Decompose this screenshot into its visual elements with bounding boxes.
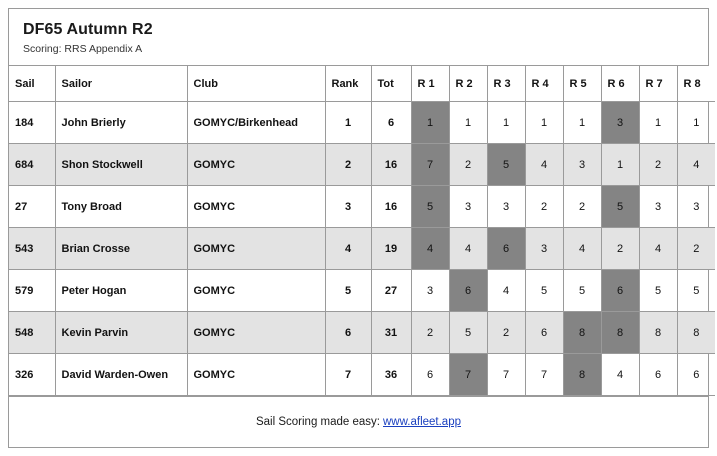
cell-race-5: 8 [563,354,601,396]
cell-race-2: 6 [449,270,487,312]
cell-club: GOMYC [187,312,325,354]
cell-rank: 7 [325,354,371,396]
cell-race-8: 8 [677,312,715,354]
cell-sailor: John Brierly [55,102,187,144]
cell-race-7: 1 [639,102,677,144]
column-header-r4: R 4 [525,66,563,102]
cell-race-2: 2 [449,144,487,186]
cell-club: GOMYC [187,144,325,186]
cell-race-6: 6 [601,270,639,312]
cell-race-5: 3 [563,144,601,186]
column-header-tot: Tot [371,66,411,102]
cell-race-4: 5 [525,270,563,312]
table-row [9,186,715,228]
table-header-row-group [9,66,715,102]
cell-race-7: 6 [639,354,677,396]
cell-sailor: Shon Stockwell [55,144,187,186]
sheet-header [9,9,708,66]
cell-race-7: 8 [639,312,677,354]
cell-rank: 6 [325,312,371,354]
cell-race-6: 8 [601,312,639,354]
cell-race-5: 2 [563,186,601,228]
column-header-r7: R 7 [639,66,677,102]
cell-race-7: 3 [639,186,677,228]
cell-race-3: 4 [487,270,525,312]
cell-race-3: 3 [487,186,525,228]
column-header-r6: R 6 [601,66,639,102]
table-body [9,102,715,396]
cell-race-8: 1 [677,102,715,144]
cell-rank: 1 [325,102,371,144]
cell-race-8: 4 [677,144,715,186]
cell-race-8: 2 [677,228,715,270]
cell-race-3: 6 [487,228,525,270]
column-header-r3: R 3 [487,66,525,102]
footer-text: Sail Scoring made easy: [255,416,380,429]
cell-total: 19 [371,228,411,270]
cell-race-6: 3 [601,102,639,144]
cell-total: 31 [371,312,411,354]
cell-total: 36 [371,354,411,396]
sheet-footer [9,396,708,447]
cell-race-5: 1 [563,102,601,144]
cell-sailor: David Warden-Owen [55,354,187,396]
cell-race-4: 2 [525,186,563,228]
cell-race-7: 5 [639,270,677,312]
scoring-subtitle: Scoring: RRS Appendix A [23,43,143,56]
table-row [9,354,715,396]
column-header-club: Club [187,66,325,102]
cell-race-4: 6 [525,312,563,354]
cell-race-8: 5 [677,270,715,312]
results-table [9,66,715,397]
column-header-r1: R 1 [411,66,449,102]
cell-club: GOMYC [187,228,325,270]
column-header-sailor: Sailor [55,66,187,102]
cell-race-6: 2 [601,228,639,270]
table-row [9,102,715,144]
cell-race-3: 7 [487,354,525,396]
table-row [9,228,715,270]
cell-race-2: 1 [449,102,487,144]
table-header-row [9,66,715,102]
cell-race-2: 5 [449,312,487,354]
cell-club: GOMYC [187,186,325,228]
results-sheet [8,8,709,448]
cell-race-7: 2 [639,144,677,186]
cell-total: 16 [371,186,411,228]
table-row [9,270,715,312]
cell-race-4: 1 [525,102,563,144]
cell-race-2: 4 [449,228,487,270]
cell-race-1: 3 [411,270,449,312]
cell-race-1: 4 [411,228,449,270]
column-header-r8: R 8 [677,66,715,102]
cell-race-3: 1 [487,102,525,144]
cell-race-1: 7 [411,144,449,186]
cell-race-1: 2 [411,312,449,354]
cell-race-4: 4 [525,144,563,186]
table-row [9,144,715,186]
cell-rank: 5 [325,270,371,312]
cell-race-2: 7 [449,354,487,396]
cell-race-4: 3 [525,228,563,270]
cell-race-5: 4 [563,228,601,270]
cell-race-4: 7 [525,354,563,396]
cell-sail: 27 [9,186,55,228]
cell-race-6: 4 [601,354,639,396]
cell-sailor: Peter Hogan [55,270,187,312]
cell-race-6: 1 [601,144,639,186]
cell-club: GOMYC [187,354,325,396]
cell-rank: 2 [325,144,371,186]
cell-sail: 326 [9,354,55,396]
cell-race-7: 4 [639,228,677,270]
cell-race-3: 2 [487,312,525,354]
cell-total: 27 [371,270,411,312]
cell-race-5: 8 [563,312,601,354]
page-title: DF65 Autumn R2 [23,21,153,38]
cell-sail: 579 [9,270,55,312]
cell-total: 6 [371,102,411,144]
cell-sail: 543 [9,228,55,270]
cell-race-3: 5 [487,144,525,186]
afleet-link[interactable]: www.afleet.app [383,416,461,429]
cell-rank: 4 [325,228,371,270]
cell-sail: 184 [9,102,55,144]
cell-race-6: 5 [601,186,639,228]
cell-sail: 548 [9,312,55,354]
column-header-sail: Sail [9,66,55,102]
cell-total: 16 [371,144,411,186]
column-header-r2: R 2 [449,66,487,102]
column-header-r5: R 5 [563,66,601,102]
cell-sail: 684 [9,144,55,186]
cell-race-1: 6 [411,354,449,396]
cell-race-8: 6 [677,354,715,396]
cell-club: GOMYC [187,270,325,312]
cell-sailor: Tony Broad [55,186,187,228]
table-row [9,312,715,354]
cell-race-1: 1 [411,102,449,144]
cell-race-1: 5 [411,186,449,228]
cell-race-5: 5 [563,270,601,312]
cell-race-8: 3 [677,186,715,228]
cell-race-2: 3 [449,186,487,228]
cell-sailor: Brian Crosse [55,228,187,270]
column-header-rank: Rank [325,66,371,102]
cell-sailor: Kevin Parvin [55,312,187,354]
cell-rank: 3 [325,186,371,228]
cell-club: GOMYC/Birkenhead [187,102,325,144]
